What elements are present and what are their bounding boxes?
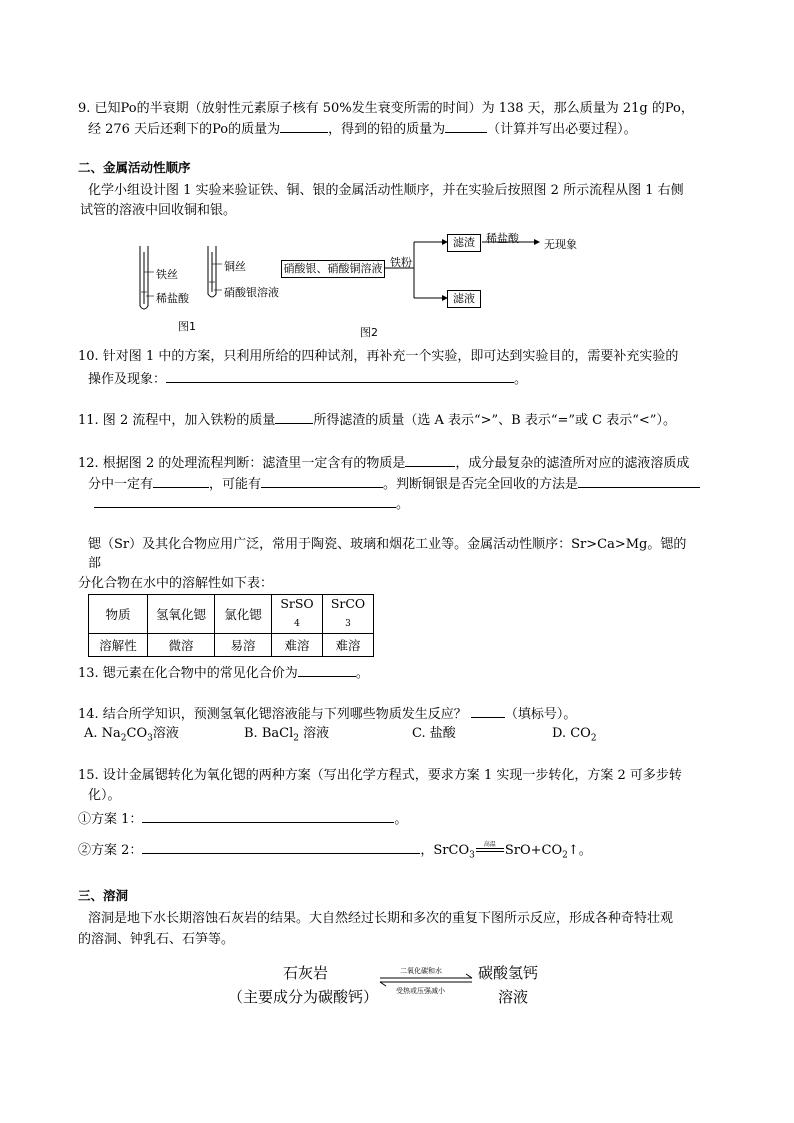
sr-sulfate-subscript: 4 xyxy=(294,619,300,629)
table-header-sr-chloride: 氯化锶 xyxy=(215,595,272,634)
q12-line1 xyxy=(78,453,689,473)
plan2-formula-b: SrO+CO xyxy=(504,843,563,858)
test-tube-2 xyxy=(208,246,222,297)
table-cell: 难溶 xyxy=(272,634,323,657)
calcium-bicarbonate-label: 碳酸氢钙 xyxy=(478,964,539,982)
q12-text-b: ，成分最复杂的滤渣所对应的滤液溶质成 xyxy=(455,456,690,471)
table-header-sr-hydroxide: 氢氧化锶 xyxy=(148,595,215,634)
figure-1-caption: 图1 xyxy=(178,320,196,333)
flow-reagent-hcl: 稀盐酸 xyxy=(486,232,519,245)
opt-a-sub1: 2 xyxy=(120,733,127,744)
arrow-forward-condition: 二氧化碳和水 xyxy=(400,967,442,975)
q11-line xyxy=(78,410,676,430)
q12-text-d: ，可能有 xyxy=(209,477,262,492)
sr-carbonate-formula: SrCO xyxy=(330,596,366,611)
opt-a-post: 溶液 xyxy=(152,726,179,741)
flow-result: 无现象 xyxy=(544,238,577,251)
table-header-sr-carbonate xyxy=(323,595,374,634)
plan1-end: 。 xyxy=(394,812,408,827)
section-3-heading: 三、溶洞 xyxy=(78,888,129,903)
solution-label: 溶液 xyxy=(498,988,529,1006)
plan2-condition: 高温 xyxy=(483,840,496,848)
q12-blank-3[interactable] xyxy=(261,474,383,488)
plan2-blank[interactable] xyxy=(142,840,420,854)
q13-text-b: 。 xyxy=(355,666,369,681)
section-3-intro-line1: 溶洞是地下水长期溶蚀石灰岩的结果。大自然经过长期和多次的重复下图所示反应，形成各种奇特壮观 xyxy=(88,911,674,926)
q12-blank-5[interactable] xyxy=(94,494,396,508)
table-row-label: 溶解性 xyxy=(89,634,148,657)
q14-option-c[interactable]: C. 盐酸 xyxy=(412,726,456,741)
q14-option-a[interactable] xyxy=(84,725,179,748)
table-cell: 易溶 xyxy=(215,634,272,657)
q12-blank-4[interactable] xyxy=(578,474,700,488)
strontium-intro-line3: 分化合物在水中的溶解性如下表： xyxy=(78,576,274,591)
limestone-composition: （主要成分为碳酸钙） xyxy=(228,988,379,1006)
q9-blank-2[interactable] xyxy=(445,119,487,133)
plan1-label: ①方案 1： xyxy=(78,812,143,827)
solubility-table-row xyxy=(89,634,374,657)
plan2-end: ↑。 xyxy=(567,843,592,858)
q13-text-a: 13. 锶元素在化合物中的常见化合价为 xyxy=(78,666,298,681)
plan1-blank[interactable] xyxy=(142,809,394,823)
q11-text-b: 所得滤渣的质量（选 A 表示“>”、B 表示“=”或 C 表示“<”）。 xyxy=(313,413,676,428)
opt-d-text: D. CO xyxy=(552,726,591,741)
q13-blank[interactable] xyxy=(298,663,356,677)
section-2-heading: 二、金属活动性顺序 xyxy=(78,160,191,175)
tube1-liquid-label: 稀盐酸 xyxy=(156,292,189,305)
table-header-substance: 物质 xyxy=(89,595,148,634)
flow-filtrate-box: 滤液 xyxy=(447,290,481,308)
q10-text-b: 。 xyxy=(514,372,528,387)
plan2-label: ②方案 2： xyxy=(78,843,143,858)
q9-line1: 9. 已知Po的半衰期（放射性元素原子核有 50%发生衰变所需的时间）为 138 天，那么质量为 21g 的Po， xyxy=(78,101,694,116)
flow-reagent-iron-powder: 铁粉 xyxy=(390,256,412,269)
q12-text-e: 。判断铜银是否完全回收的方法是 xyxy=(383,477,579,492)
q10-line2 xyxy=(88,369,527,389)
strontium-intro-line2: 部 xyxy=(88,556,102,571)
opt-b-sub: 2 xyxy=(293,733,299,744)
q12-line2 xyxy=(88,474,700,494)
table-cell: 难溶 xyxy=(323,634,374,657)
q10-text-a: 操作及现象： xyxy=(88,372,167,387)
q13-line xyxy=(78,663,369,683)
plan2-sub1: 3 xyxy=(469,850,475,861)
flow-residue-box: 滤渣 xyxy=(447,234,481,252)
plan2-formula-a: ，SrCO xyxy=(420,843,470,858)
q9-blank-1[interactable] xyxy=(280,119,328,133)
q12-text-a: 12. 根据图 2 的处理流程判断：滤渣里一定含有的物质是 xyxy=(78,456,406,471)
solubility-table xyxy=(88,594,374,657)
table-header-sr-sulfate xyxy=(272,595,323,634)
section-2-intro-line1: 化学小组设计图 1 实验来验证铁、铜、银的金属活动性顺序，并在实验后按照图 2 所示流程从图 1 右侧 xyxy=(88,183,684,198)
q11-blank[interactable] xyxy=(275,410,313,424)
q9-text-c: （计算并写出必要过程）。 xyxy=(487,122,637,137)
tube1-wire-label: 铁丝 xyxy=(156,268,178,281)
section-3-intro-line2: 的溶洞、钟乳石、石笋等。 xyxy=(78,932,235,947)
q10-line1: 10. 针对图 1 中的方案，只利用所给的四种试剂，再补充一个实验，即可达到实验目的，需要补充实验的 xyxy=(78,349,679,364)
sr-carbonate-subscript: 3 xyxy=(345,619,351,629)
opt-d-sub: 2 xyxy=(590,733,597,744)
tube2-wire-label: 铜丝 xyxy=(224,260,246,273)
solubility-table-header xyxy=(89,595,374,634)
flow-start-box: 硝酸银、硝酸铜溶液 xyxy=(281,260,385,278)
figure-1-test-tubes xyxy=(130,244,250,316)
q14-option-d[interactable] xyxy=(552,725,597,748)
q12-text-c: 分中一定有 xyxy=(88,477,154,492)
q9-text-b: ，得到的铅的质量为 xyxy=(328,122,446,137)
q14-text-b: （填标号）。 xyxy=(504,707,577,722)
q15-line2: 化）。 xyxy=(88,788,121,803)
q15-plan2 xyxy=(78,840,592,865)
arrow-reverse-condition: 受热或压强减小 xyxy=(396,987,445,995)
strontium-intro-line1: 锶（Sr）及其化合物应用广泛，常用于陶瓷、玻璃和烟花工业等。金属活动性顺序：Sr>Ca>Mg。锶的 xyxy=(88,537,687,552)
q9-text-a: 经 276 天后还剩下的Po的质量为 xyxy=(88,122,281,137)
test-tube-1 xyxy=(140,246,154,309)
q12-blank-2[interactable] xyxy=(153,474,209,488)
q10-blank[interactable] xyxy=(166,369,514,383)
q14-blank[interactable] xyxy=(471,704,505,718)
q15-line1: 15. 设计金属锶转化为氧化锶的两种方案（写出化学方程式，要求方案 1 实现一步转化，方案 2 可多步转 xyxy=(78,768,682,783)
table-cell: 微溶 xyxy=(148,634,215,657)
opt-a-sub2: 3 xyxy=(147,733,153,744)
q14-option-b[interactable] xyxy=(244,725,329,748)
q12-blank-1[interactable] xyxy=(405,453,455,467)
q12-text-f: 。 xyxy=(396,497,410,512)
sr-sulfate-formula: SrSO xyxy=(280,596,314,611)
q11-text-a: 11. 图 2 流程中，加入铁粉的质量 xyxy=(78,413,276,428)
opt-a-text: A. Na xyxy=(84,726,121,741)
limestone-label: 石灰岩 xyxy=(283,964,329,982)
tube2-liquid-label: 硝酸银溶液 xyxy=(224,286,279,299)
plan2-sub2: 2 xyxy=(562,850,568,861)
opt-b-post: 溶液 xyxy=(298,726,330,741)
q9-line2 xyxy=(88,119,637,139)
q14-text-a: 14. 结合所学知识，预测氢氧化锶溶液能与下列哪些物质发生反应？ xyxy=(78,707,467,722)
q15-plan1 xyxy=(78,809,407,829)
opt-a-mid: CO xyxy=(126,726,148,741)
q14-stem xyxy=(78,704,576,724)
section-2-intro-line2: 试管的溶液中回收铜和银。 xyxy=(80,203,237,218)
q12-line3 xyxy=(94,494,409,514)
opt-b-text: B. BaCl xyxy=(244,726,294,741)
figure-2-caption: 图2 xyxy=(360,326,378,339)
plan2-equals-sign xyxy=(475,840,505,857)
